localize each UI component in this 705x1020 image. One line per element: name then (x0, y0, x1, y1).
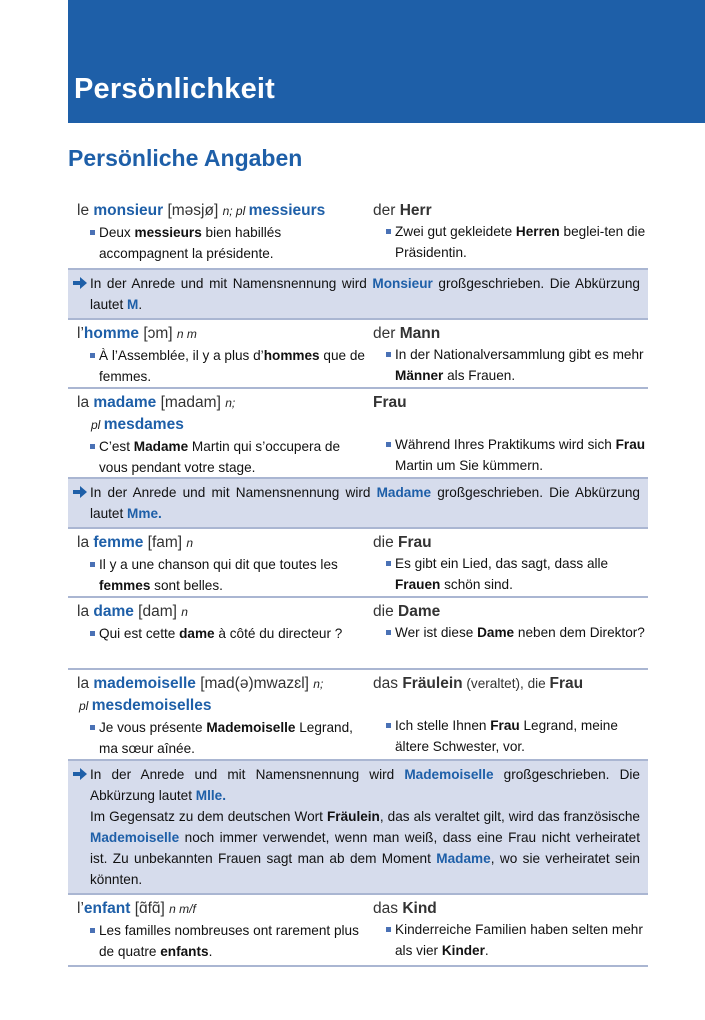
note-keyword: Madame (376, 485, 432, 500)
bullet-square-icon (90, 230, 95, 235)
german-column (373, 601, 648, 643)
article: la (77, 534, 94, 551)
spacer (373, 694, 648, 715)
example-keyword: Frau (490, 718, 520, 733)
article: die (373, 603, 398, 620)
example-keyword: messieurs (134, 225, 202, 240)
note-text: Im Gegensatz zu dem deutschen Wort (90, 809, 327, 824)
article: le (77, 202, 94, 219)
grammar-info: pl (79, 699, 92, 713)
spacer (373, 413, 648, 434)
french-column (77, 200, 367, 264)
note-text: In der Anrede und mit Namensnennung wird (90, 767, 405, 782)
article: l’ (77, 900, 84, 917)
example-text: Il y a une chanson qui dit que toutes les (99, 557, 338, 572)
headword (77, 898, 367, 920)
german-example (373, 434, 648, 476)
french-column (77, 601, 367, 644)
headword (77, 200, 367, 222)
article: la (77, 603, 94, 620)
example-keyword: dame (179, 626, 215, 641)
example-text: bien habillés accompagnent la présidente. (99, 225, 282, 261)
example-keyword: Männer (395, 368, 444, 383)
french-column (77, 673, 367, 759)
note-text: , wo sie verheiratet sein könnten. (90, 851, 640, 887)
phonetic: [məsjø] (163, 202, 223, 219)
german-example (373, 715, 648, 757)
vocab-entry-femme (68, 529, 648, 598)
usage-note (68, 761, 648, 895)
arrow-right-icon (73, 486, 87, 498)
french-example (77, 222, 367, 264)
bullet-square-icon (386, 442, 391, 447)
bullet-square-icon (90, 353, 95, 358)
note-text: In der Anrede und mit Namensnennung wird (90, 485, 377, 500)
german-column (373, 200, 648, 263)
section-title: Persönliche Angaben (68, 145, 303, 171)
grammar-info: n; (313, 677, 324, 691)
translation-word: Herr (399, 202, 432, 219)
article: la (77, 675, 94, 692)
german-example (373, 221, 648, 263)
translation-word: Mann (399, 325, 441, 342)
french-example (77, 623, 367, 644)
phonetic: [madam] (156, 394, 226, 411)
example-keyword: Frau (615, 437, 646, 452)
example-keyword: Kinder (441, 943, 485, 958)
bullet-square-icon (386, 723, 391, 728)
example-text: In der Nationalversammlung gibt es mehr (395, 347, 644, 362)
bullet-square-icon (90, 928, 95, 933)
article: la (77, 394, 94, 411)
vocabulary-list (68, 200, 648, 967)
grammar-info: n; pl (222, 204, 249, 218)
example-text: Les familles nombreuses ont rarement plus de quatre (99, 923, 359, 959)
vocab-entry-homme (68, 320, 648, 389)
french-example (77, 554, 367, 596)
translation (373, 601, 648, 622)
example-text: als Frauen. (443, 368, 516, 383)
french-column (77, 392, 367, 478)
example-text: Kinderreiche Familien haben selten mehr als vier (395, 922, 643, 958)
translation (373, 323, 648, 344)
french-example (77, 920, 367, 962)
plural-form: mesdemoiselles (91, 697, 212, 714)
headword (77, 673, 367, 695)
lemma: mademoiselle (93, 675, 196, 692)
french-example (77, 345, 367, 387)
usage-note (68, 270, 648, 320)
translation-word: Kind (402, 900, 437, 917)
note-text: großgeschrieben. Die Abkürzung lautet (90, 767, 640, 803)
german-example (373, 553, 648, 595)
example-text: Wer ist diese (395, 625, 478, 640)
grammar-info: pl (91, 418, 104, 432)
lemma: madame (93, 394, 157, 411)
example-text: neben dem Direktor? (514, 625, 645, 640)
bullet-square-icon (386, 927, 391, 932)
headword (77, 601, 367, 623)
example-keyword: Mademoiselle (206, 720, 296, 735)
phonetic: [mad(ə)mwazɛl] (195, 675, 314, 692)
grammar-info: n m/f (169, 902, 196, 916)
example-text: Ich stelle Ihnen (395, 718, 491, 733)
phonetic: [fam] (143, 534, 187, 551)
plural-form: mesdames (103, 416, 184, 433)
example-text: . (208, 944, 213, 959)
bullet-square-icon (90, 725, 95, 730)
plural-line (77, 414, 367, 436)
note-bold: Fräulein (326, 809, 380, 824)
translation (373, 200, 648, 221)
grammar-info: n (181, 605, 188, 619)
example-keyword: femmes (99, 578, 151, 593)
example-text: Während Ihres Praktikums wird sich (395, 437, 616, 452)
article: der (373, 325, 400, 342)
example-text: Es gibt ein Lied, das sagt, dass alle (395, 556, 609, 571)
example-text: . (484, 943, 489, 958)
usage-note (68, 479, 648, 529)
article: der (373, 202, 400, 219)
german-example (373, 622, 648, 643)
example-text: Legrand, ma sœur aînée. (99, 720, 353, 756)
bullet-square-icon (90, 444, 95, 449)
example-text: Deux (99, 225, 135, 240)
bullet-square-icon (386, 229, 391, 234)
arrow-right-icon (73, 768, 87, 780)
example-keyword: Dame (477, 625, 515, 640)
note-abbreviation: M (127, 297, 139, 312)
note-keyword: Mademoiselle (404, 767, 494, 782)
vocab-entry-dame (68, 598, 648, 670)
german-column (373, 323, 648, 386)
lemma: homme (83, 325, 140, 342)
bullet-square-icon (386, 352, 391, 357)
example-text: que de femmes. (99, 348, 365, 384)
example-keyword: Frauen (395, 577, 441, 592)
german-column (373, 898, 648, 961)
chapter-banner (68, 0, 705, 123)
vocab-entry-enfant (68, 895, 648, 967)
phonetic: [dam] (133, 603, 182, 620)
note-text: noch immer verwendet, wenn man weiß, dass eine Frau nicht verheiratet ist. Zu unbekannten Frauen sagt man ab dem Moment (90, 830, 640, 866)
plural-form: messieurs (248, 202, 326, 219)
example-text: sont belles. (150, 578, 223, 593)
note-text: In der Anrede und mit Namensnennung wird (90, 276, 373, 291)
example-keyword: Herren (515, 224, 560, 239)
bullet-square-icon (90, 562, 95, 567)
french-example (77, 436, 367, 478)
note-keyword: Monsieur (372, 276, 433, 291)
bullet-square-icon (386, 630, 391, 635)
lemma: enfant (83, 900, 131, 917)
translation-word: Fräulein (402, 675, 463, 692)
german-column (373, 673, 648, 757)
lemma: monsieur (93, 202, 164, 219)
example-text: schön sind. (440, 577, 513, 592)
article: das (373, 675, 403, 692)
example-text: Je vous présente (99, 720, 207, 735)
german-example (373, 919, 648, 961)
headword (77, 532, 367, 554)
french-column (77, 898, 367, 962)
vocab-entry-monsieur (68, 200, 648, 270)
note-text: . (138, 297, 143, 312)
example-text: beglei-ten die Präsidentin. (395, 224, 646, 260)
note-abbreviation: Mme. (127, 506, 162, 521)
bullet-square-icon (386, 561, 391, 566)
translation-word: Frau (398, 534, 432, 551)
translation (373, 898, 648, 919)
example-text: Legrand, meine ältere Schwester, vor. (395, 718, 618, 754)
note-abbreviation: Mlle. (195, 788, 227, 803)
note-text: großgeschrieben. Die Abkürzung lautet (90, 485, 640, 521)
translation (373, 392, 648, 413)
note-text: großgeschrieben. Die Abkürzung lautet (90, 276, 640, 312)
example-text: Qui est cette (99, 626, 180, 641)
article: das (373, 900, 403, 917)
grammar-info: n; (225, 396, 236, 410)
translation (373, 532, 648, 553)
lemma: dame (93, 603, 134, 620)
chapter-title: Persönlichkeit (74, 73, 276, 105)
arrow-right-icon (73, 277, 87, 289)
example-text: C’est (99, 439, 134, 454)
grammar-info: n (186, 536, 194, 550)
example-keyword: enfants (160, 944, 209, 959)
translation-word: Frau (373, 394, 407, 411)
translation-word: Dame (398, 603, 441, 620)
french-column (77, 532, 367, 596)
german-example (373, 344, 648, 386)
headword (77, 392, 367, 414)
note-text: , das als veraltet gilt, wird das französische (379, 809, 640, 824)
article: l’ (77, 325, 84, 342)
translation-note: (veraltet), die (462, 676, 550, 691)
french-example (77, 717, 367, 759)
example-text: Martin um Sie kümmern. (395, 458, 544, 473)
translation-word: Frau (549, 675, 584, 692)
plural-line (77, 695, 367, 717)
headword (77, 323, 367, 345)
phonetic: [ɔm] (139, 325, 177, 342)
german-column (373, 392, 648, 476)
lemma: femme (93, 534, 144, 551)
example-text: À l’Assemblée, il y a plus d’ (99, 348, 264, 363)
vocab-entry-madame (68, 389, 648, 479)
example-keyword: hommes (263, 348, 320, 363)
grammar-info: n m (176, 327, 197, 341)
note-keyword: Mademoiselle (90, 830, 180, 845)
note-keyword: Madame (436, 851, 491, 866)
bullet-square-icon (90, 631, 95, 636)
example-keyword: Madame (133, 439, 189, 454)
vocab-entry-mademoiselle (68, 670, 648, 761)
german-column (373, 532, 648, 595)
translation (373, 673, 648, 694)
article: die (373, 534, 398, 551)
french-column (77, 323, 367, 387)
example-text: Martin qui s’occupera de vous pendant votre stage. (99, 439, 341, 475)
example-text: Zwei gut gekleidete (395, 224, 516, 239)
example-text: à côté du directeur ? (214, 626, 343, 641)
phonetic: [ɑ̃fɑ̃] (130, 900, 170, 917)
